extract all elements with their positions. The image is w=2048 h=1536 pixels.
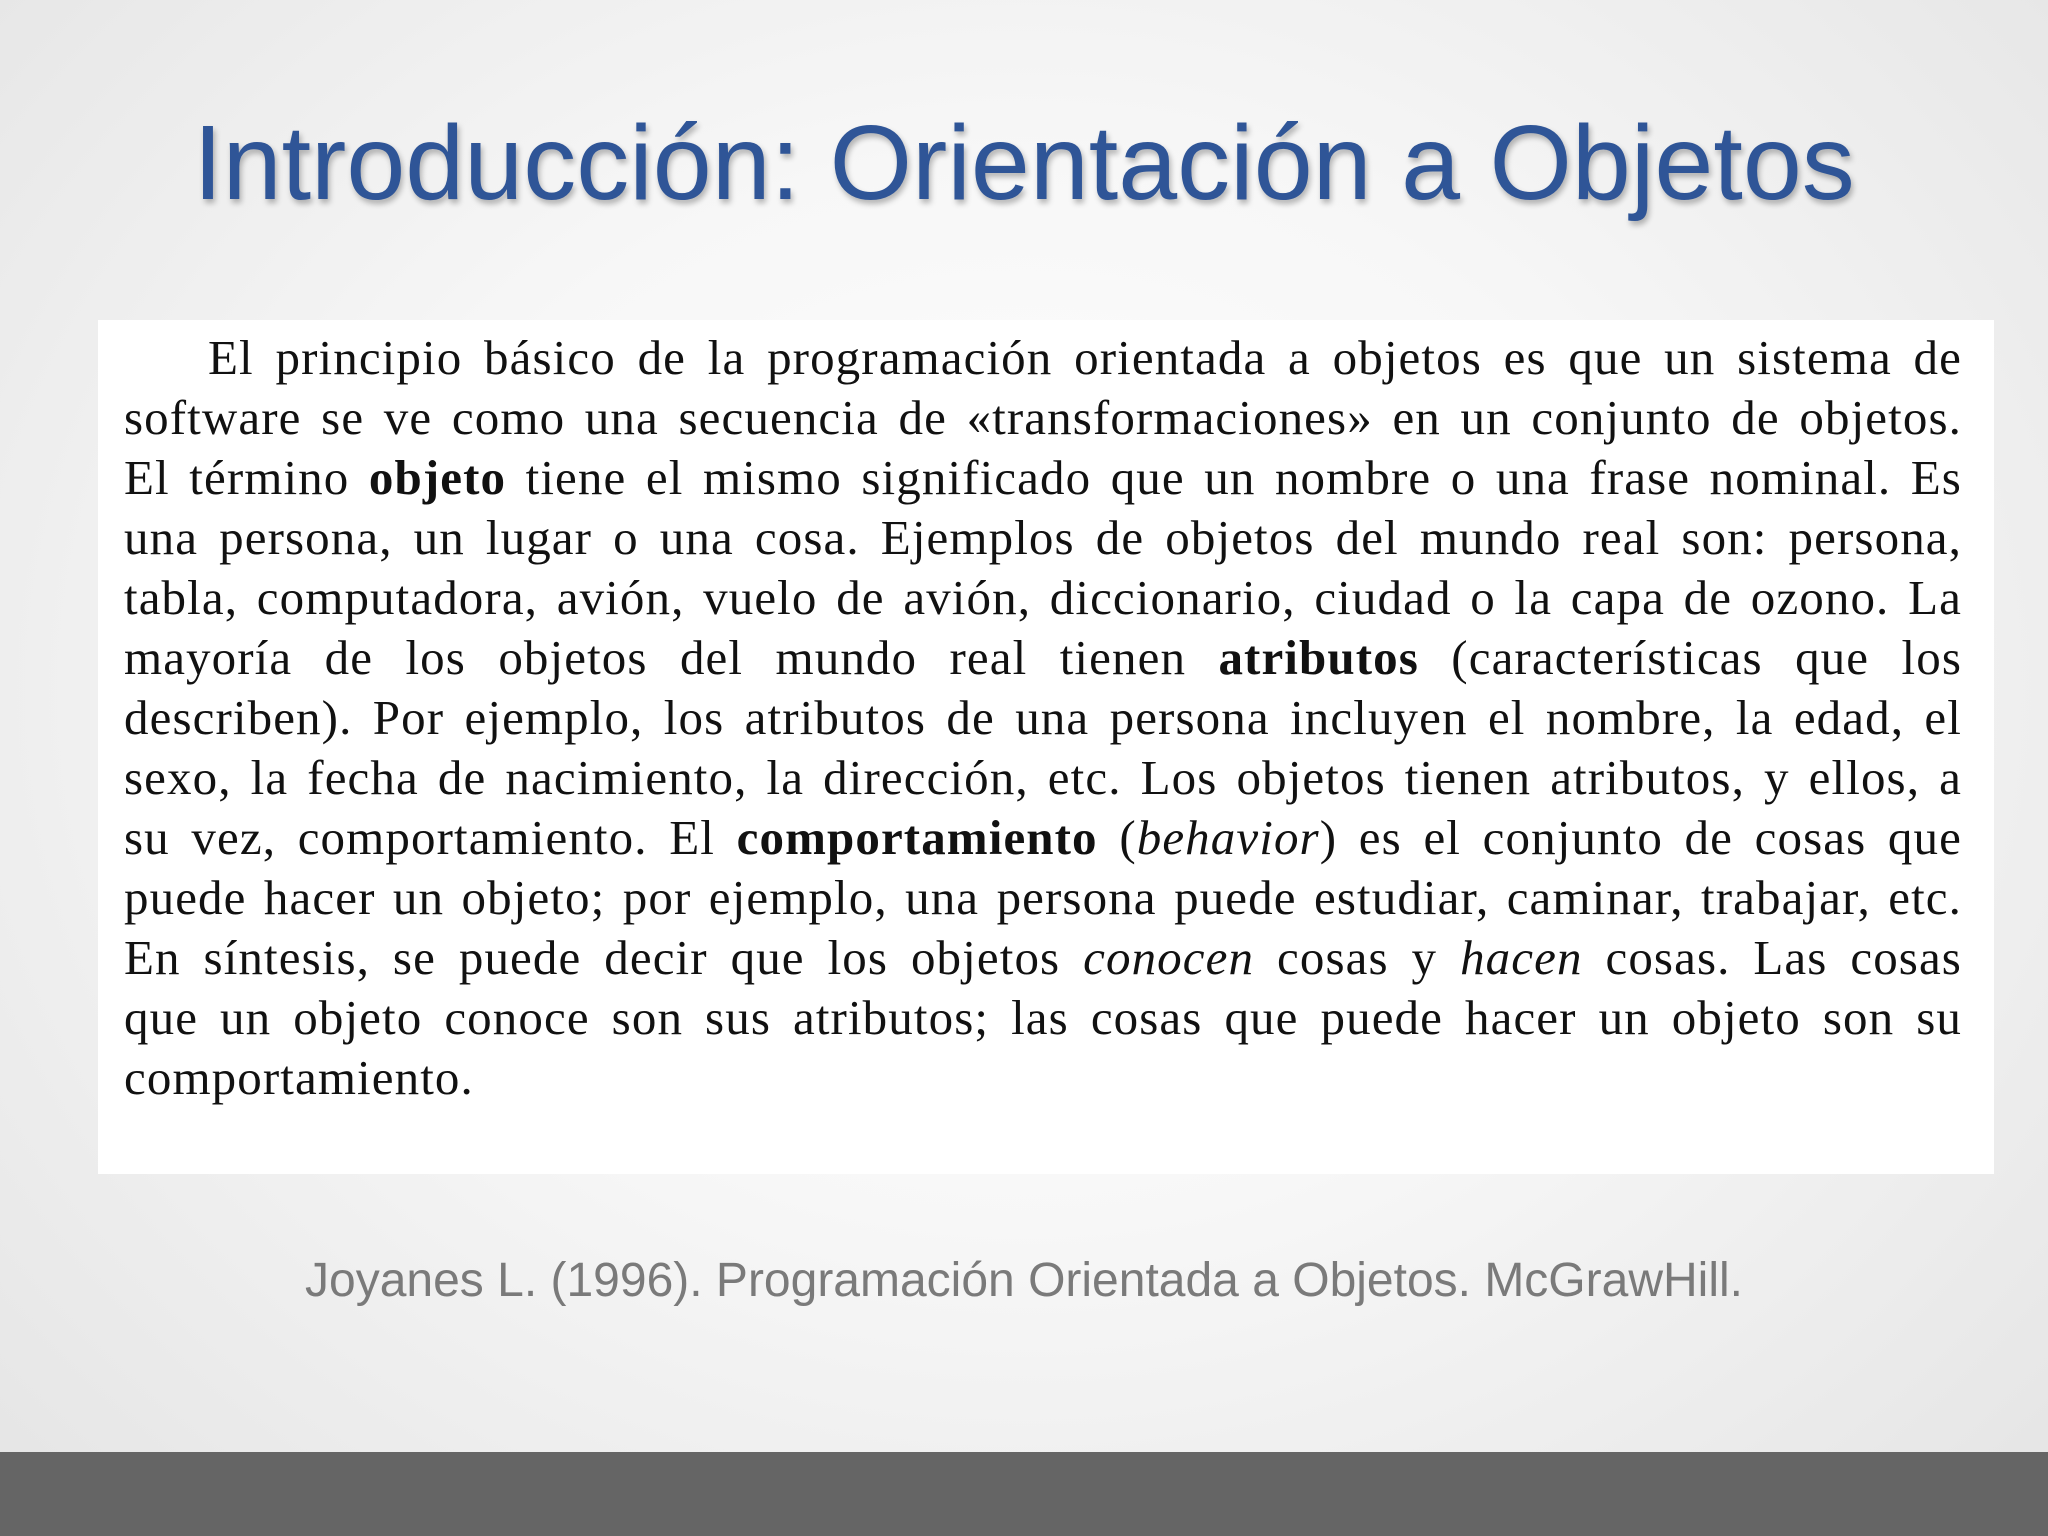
text-segment: ) es el conjunto de cosas que puede hacer un objeto; por ejemplo, una persona puede estudiar, caminar, trabajar, etc. En síntesis, se puede decir que los objetos: [124, 810, 1962, 985]
term-objeto: objeto: [368, 450, 507, 505]
term-conocen: conocen: [1083, 930, 1255, 985]
text-segment: tiene el mismo significado que un nombre o una frase nominal. Es una persona, un lugar o una cosa. Ejemplos de objetos del mundo real son: persona, tabla, computadora, avión, vuelo de avión, diccionario, ciudad o la capa de ozono. La mayoría de los objetos del mundo real tienen: [124, 450, 1962, 685]
text-segment: cosas. Las cosas que un objeto conoce son sus atributos; las cosas que puede hacer un objeto son su comportamiento.: [124, 930, 1962, 1105]
term-behavior: behavior: [1136, 810, 1320, 865]
scanned-paragraph: [124, 328, 1962, 1108]
citation: Joyanes L. (1996). Programación Orientada a Objetos. McGrawHill.: [305, 1254, 1743, 1307]
text-segment: cosas y: [1254, 930, 1461, 985]
term-atributos: atributos: [1218, 630, 1419, 685]
term-comportamiento: comportamiento: [736, 810, 1098, 865]
text-segment: (características que los describen). Por ejemplo, los atributos de una persona incluyen el nombre, la edad, el sexo, la fecha de nacimiento, la dirección, etc. Los objetos tienen atributos, y ellos, a su vez, comportamiento. El: [124, 630, 1962, 865]
term-hacen: hacen: [1460, 930, 1583, 985]
text-segment: El principio básico de la programación orientada a objetos es que un sistema de software se ve como una secuencia de «transformaciones» en un conjunto de objetos. El término: [124, 330, 1962, 505]
bottom-bar: [0, 1452, 2048, 1536]
text-segment: (: [1097, 810, 1137, 865]
slide-title: Introducción: Orientación a Objetos: [193, 104, 1855, 222]
scanned-text-image: [98, 320, 1994, 1174]
